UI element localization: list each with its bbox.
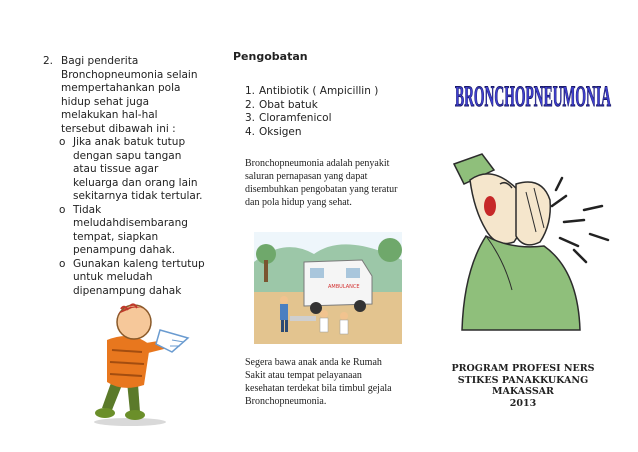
bullet-glyph: o — [59, 203, 66, 216]
list-number: 3. — [245, 112, 256, 124]
bullet-text: Jika anak batuk tutup dengan sapu tangan atau tissue agar keluarga dan orang lain sekitarnya tidak tertular. — [73, 136, 203, 202]
bullet-text: Gunakan kaleng tertutup untuk meludah dipenampung dahak — [73, 257, 205, 297]
list-number: 2. — [43, 55, 54, 67]
list-number: 1. — [245, 85, 256, 97]
bullet-glyph: o — [59, 136, 66, 148]
brand-title — [453, 72, 613, 118]
definition-paragraph: Bronchopneumonia adalah penyakit saluran pernapasan yang dapat disembuhkan pengobatan yang teratur dan pola hidup yang sehat. — [245, 158, 398, 208]
med-label: Antibiotik ( Ampicillin ) — [259, 85, 379, 97]
medication-list — [245, 85, 403, 139]
brand-title-text: BRONCHOPNEUMONIA — [455, 80, 612, 113]
footer-line-city: MAKASSAR — [492, 386, 554, 397]
footer-line-program: PROGRAM PROFESI NERS — [451, 363, 595, 374]
list-item — [245, 112, 403, 126]
list-number: 2. — [245, 98, 256, 111]
ambulance-scene-illustration — [254, 232, 402, 344]
list-item — [245, 126, 403, 140]
advice-paragraph: Segera bawa anak anda ke Rumah Sakit atau tempat pelayanaan kesehatan terdekat bila timbul gejala Bronchopneumonia. — [245, 357, 392, 407]
med-label: Obat batuk — [259, 98, 318, 111]
med-label: Oksigen — [259, 125, 302, 138]
treatment-section — [233, 50, 403, 209]
sneezing-child-illustration — [72, 300, 192, 430]
list-item — [245, 99, 403, 113]
coughing-man-illustration — [452, 150, 612, 345]
bullet-text: Tidak meludahdisembarang tempat, siapkan penampung dahak. — [73, 203, 188, 256]
institution-footer — [438, 363, 608, 409]
bullet-glyph: o — [59, 257, 66, 270]
list-item — [43, 136, 205, 204]
footer-line-year: 2013 — [509, 397, 537, 409]
list-number: 4. — [245, 125, 256, 138]
med-label: Cloramfenicol — [259, 112, 332, 124]
prevention-bullets — [43, 136, 205, 298]
footer-line-school: STIKES PANAKKUKANG — [457, 374, 589, 386]
list-item — [43, 258, 205, 299]
treatment-heading: Pengobatan — [233, 50, 308, 63]
list-item — [245, 85, 403, 99]
prevention-section — [43, 55, 205, 298]
list-item — [43, 204, 205, 258]
ambulance-label: AMBULANCE — [328, 284, 360, 290]
prevention-intro: Bagi penderita Bronchopneumonia selain mempertahankan pola hidup sehat juga melakukan hal-hal tersebut dibawah ini : — [61, 55, 198, 135]
